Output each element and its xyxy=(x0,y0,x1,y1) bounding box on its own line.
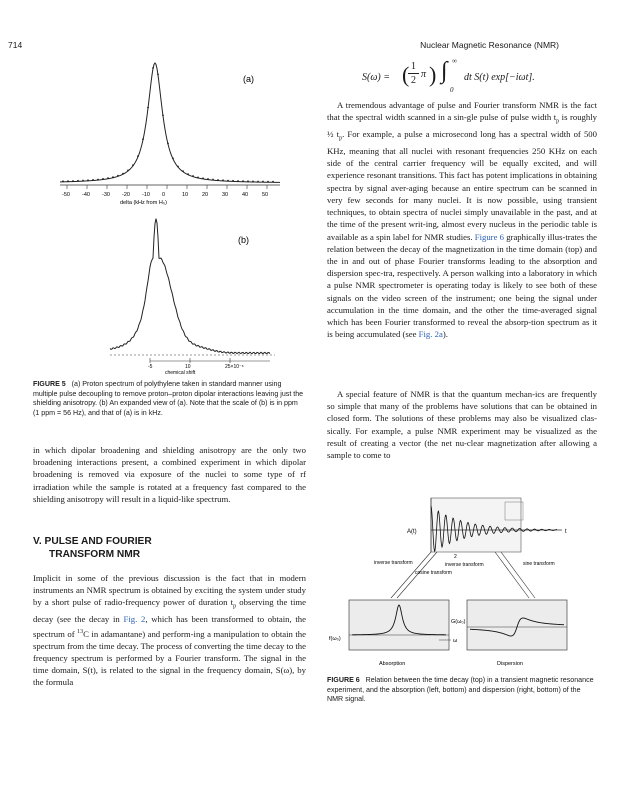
figure-5b-tick-2: 25×10⁻⁶ xyxy=(225,364,244,370)
figure-5a-data-point xyxy=(137,155,139,157)
figure-5a-data-point xyxy=(167,143,169,145)
figure-5a-data-point xyxy=(117,175,119,177)
dispersion-screen xyxy=(467,600,567,650)
figure-5a-data-point xyxy=(252,181,254,183)
label-absorption: Absorption xyxy=(379,661,406,667)
figure-5a-data-point xyxy=(62,180,64,182)
figure-5a-tick-label: 50 xyxy=(262,192,269,198)
label-f-omega: f(ω₀) xyxy=(329,636,341,642)
figure-5a-data-point xyxy=(82,180,84,182)
figure-5a-data-point xyxy=(112,176,114,178)
rp1-c: . For example, a pulse a microsecond long has a spectral width of 500 KHz, meaning that all nuclei with resonant frequencies 250 KHz on each side of the central carrier frequency will be equally excited, and will experience resonant transitions. This fact has potent implications in obtaining spectra by signal aver-aging because an entire spectrum can be scanned in very few seconds for many nuclei. It is now possible, using transient techniques, to obtain spectra of nuclei simply unavailable in the past, and at the time of the present writ-ing, almost every nucleus in the periodic table is available as a spin label for NMR studies. xyxy=(327,129,597,242)
absorption-screen xyxy=(349,600,449,650)
para2-text-c: , which has been transformed to obtain, the spectrum of xyxy=(33,614,306,639)
figure-5a-tick-label: -10 xyxy=(142,192,150,198)
para2-sub: p xyxy=(233,604,237,611)
figure-5a-data-point xyxy=(257,181,259,183)
label-two: 2 xyxy=(454,554,457,560)
figure-5a-data-point xyxy=(97,179,99,181)
label-inverse-transform-right: inverse transform xyxy=(445,562,484,568)
eq-lower-limit: 0 xyxy=(450,86,454,94)
figure-5a-data-point xyxy=(147,107,149,109)
label-At: A(t) xyxy=(407,529,417,535)
right-paragraph-1 xyxy=(327,99,597,340)
figure-5a-data-point xyxy=(267,181,269,183)
eq-frac-num: 1 xyxy=(411,61,416,72)
figure-5a-data-point xyxy=(77,180,79,182)
figure-5-caption-text: (a) Proton spectrum of polythylene taken in standard manner using multiple pulse decoupling to remove proton–proton dipolar interactions leaving just the shielding anisotropy. (b) An expanded view of (a). Note that the scale of (b) is in ppm (1 ppm = 56 Hz), and that of (a) is in kHz. xyxy=(33,380,304,417)
figure-5a-data-point xyxy=(212,179,214,181)
figure-6-caption-label: FIGURE 6 xyxy=(327,676,360,684)
label-dispersion: Dispersion xyxy=(497,661,523,667)
label-sine-transform: sine transform xyxy=(523,561,555,567)
figure-5a-data-point xyxy=(197,176,199,178)
figure-5b-spectrum xyxy=(110,219,275,375)
figure-5a-data-point xyxy=(72,180,74,182)
figure-5a-data-point xyxy=(157,74,159,76)
para2-sup: 13 xyxy=(77,628,84,635)
figure-5a-label: (a) xyxy=(243,74,254,84)
figure-5b-label: (b) xyxy=(238,235,249,245)
figure-6-caption xyxy=(327,676,597,705)
figure-5a-axis-label: delta (kHz from H₀) xyxy=(120,200,167,206)
label-inverse-transform-left: inverse transform xyxy=(374,560,413,566)
figure-6-caption-text: Relation between the time decay (top) in a transient magnetic resonance experiment, and the absorption (left, bottom) and dispersion (right, bottom) of the NMR signal. xyxy=(327,676,594,704)
left-paragraph-2 xyxy=(33,572,306,688)
figure-5a-tick-label: -50 xyxy=(62,192,70,198)
eq-integrand: dt S(t) exp[−iωt]. xyxy=(464,72,535,83)
figure-5a-data-point xyxy=(172,158,174,160)
page-number: 714 xyxy=(8,40,23,50)
figure-5a-data-point xyxy=(67,180,69,182)
figure-5a-data-point xyxy=(107,177,109,179)
figure-5a-data-point xyxy=(217,179,219,181)
rp1-d: graphically illus-trates the relation between the decay of the magnetization in the time domain (top) and the in and out of phase Fourier transforms leading to the absorption and dispersion spec-tra, respectively. A person walking into a laboratory in which a pulse NMR spectrometer is operating today is likely to see both of these signals on the video screen of the instrument; one being the signal under accumulation in the time domain, and the other the time-averaged signal which has been Fourier transformed to reveal the absorp-tion spectrum as it is being accumulated (see xyxy=(327,231,597,340)
figure-5b-tick-1: 10 xyxy=(185,364,191,370)
figure-5a-data-point xyxy=(132,164,134,166)
figure-5a-spectrum xyxy=(60,63,280,206)
section-number: V. xyxy=(33,536,42,547)
figure-5a-data-point xyxy=(187,173,189,175)
rp1-e: ). xyxy=(442,329,448,340)
right-paragraph-2: A special feature of NMR is that the quantum mechan-ics are frequently so simple that many of the problems have solutions that can be obtained in closed form. The solutions of these problems may also be visualized clas-sically. For example, a pulse NMR experiment may be visualized as the result of creating a vector (the net nu-clear magnetization after allowing a sample to come to xyxy=(327,389,597,461)
figure-5b-axis-label: chemical shift xyxy=(165,370,196,375)
figure-5a-data-point xyxy=(232,180,234,182)
figure-5a-data-point xyxy=(272,181,274,183)
figure-5a-data-point xyxy=(192,175,194,177)
figure-5a-tick-label: 10 xyxy=(182,192,189,198)
figure-5a-data-point xyxy=(222,179,224,181)
eq-frac-den: 2 xyxy=(411,75,416,86)
figure-5a-data-point xyxy=(227,180,229,182)
section-title-line2: TRANSFORM NMR xyxy=(49,548,141,560)
figure-5a-data-point xyxy=(152,67,154,69)
figure-5a-data-point xyxy=(182,170,184,172)
rp1-sub2: p xyxy=(339,135,343,142)
figure-5b-tick-0: -5 xyxy=(148,364,153,370)
rp1-a: A tremendous advantage of pulse and Fourier transform NMR is the fact that the spectral width scanned in a sin-gle pulse of pulse width t xyxy=(327,100,597,123)
figure-5a-tick-label: -20 xyxy=(122,192,130,198)
figure-5a-data-point xyxy=(122,173,124,175)
label-t: t xyxy=(565,529,567,535)
label-omega: ω xyxy=(453,638,458,644)
figure-5a-data-point xyxy=(127,170,129,172)
figure-5a-tick-label: 40 xyxy=(242,192,249,198)
rp1-b: is roughly ½ t xyxy=(327,112,597,140)
figure-5a-tick-label: -30 xyxy=(102,192,110,198)
section-heading xyxy=(33,536,306,561)
figure-5a-data-point xyxy=(242,180,244,182)
figure-5a-tick-label: -40 xyxy=(82,192,90,198)
figure-6-link[interactable]: Figure 6 xyxy=(474,231,504,242)
fig-2a-link[interactable]: Fig. 2a xyxy=(418,329,443,340)
label-g-omega: G(ω₀) xyxy=(451,619,466,625)
figure-5a-data-point xyxy=(87,179,89,181)
eq-upper-limit: ∞ xyxy=(452,57,457,65)
label-cosine-transform: cosine transform xyxy=(415,570,452,576)
figure-5a-tick-label: 20 xyxy=(202,192,209,198)
figure-5a-data-point xyxy=(202,177,204,179)
para2-text-b: observing the time decay (see the decay in xyxy=(33,597,306,625)
eq-pi: π xyxy=(421,69,427,80)
section-title-line1: PULSE AND FOURIER xyxy=(44,536,152,547)
figure-5a-tick-label: 0 xyxy=(162,192,166,198)
running-title: Nuclear Magnetic Resonance (NMR) xyxy=(420,40,559,50)
figure-5-graphic xyxy=(55,55,305,375)
figure-5-caption-label: FIGURE 5 xyxy=(33,380,66,388)
figure-5-caption xyxy=(33,380,306,418)
figure-5a-data-point xyxy=(92,179,94,181)
figure-5a-data-point xyxy=(162,114,164,116)
para2-text-d: C in adamantane) and perform-ing a manipulation to obtain the spectrum from the time decay. The process of converting the time decay to the frequency spectrum is performed by a Fourier transform. The signal in the time domain, S(t), is related to the signal in the frequency domain, S(ω), by the formula xyxy=(33,628,306,688)
figure-5a-data-point xyxy=(142,138,144,140)
figure-6-graphic xyxy=(327,490,597,670)
rp1-sub: p xyxy=(556,118,560,125)
figure-5a-data-point xyxy=(207,178,209,180)
figure-5a-data-point xyxy=(177,166,179,168)
fig-2-link[interactable]: Fig. 2 xyxy=(123,614,146,625)
figure-5a-data-point xyxy=(102,178,104,180)
fourier-equation: S(ω) = ( 1 2 π ) ∫ ∞ 0 dt S(t) exp[−iωt]. xyxy=(362,57,535,94)
figure-5a-data-point xyxy=(247,180,249,182)
eq-lhs: S(ω) = xyxy=(362,72,390,83)
figure-5a-data-point xyxy=(262,181,264,183)
left-paragraph-1: in which dipolar broadening and shielding anisotropy are the only two broadening interactions present, a combined experiment in which dipolar broadening is removed via exposure of the nuclei to some type of rf irradiation while the sample is rotated at a frequency fast compared to the shielding anisotropy will result in a liquid-like spectrum. xyxy=(33,445,306,504)
figure-5a-data-point xyxy=(237,180,239,182)
figure-5a-tick-label: 30 xyxy=(222,192,229,198)
para2-text-a: Implicit in some of the previous discussion is the fact that in modern instruments an NMR spectrum is obtained by exciting the system under study by a short pulse of radio-frequency power of duration t xyxy=(33,573,306,608)
